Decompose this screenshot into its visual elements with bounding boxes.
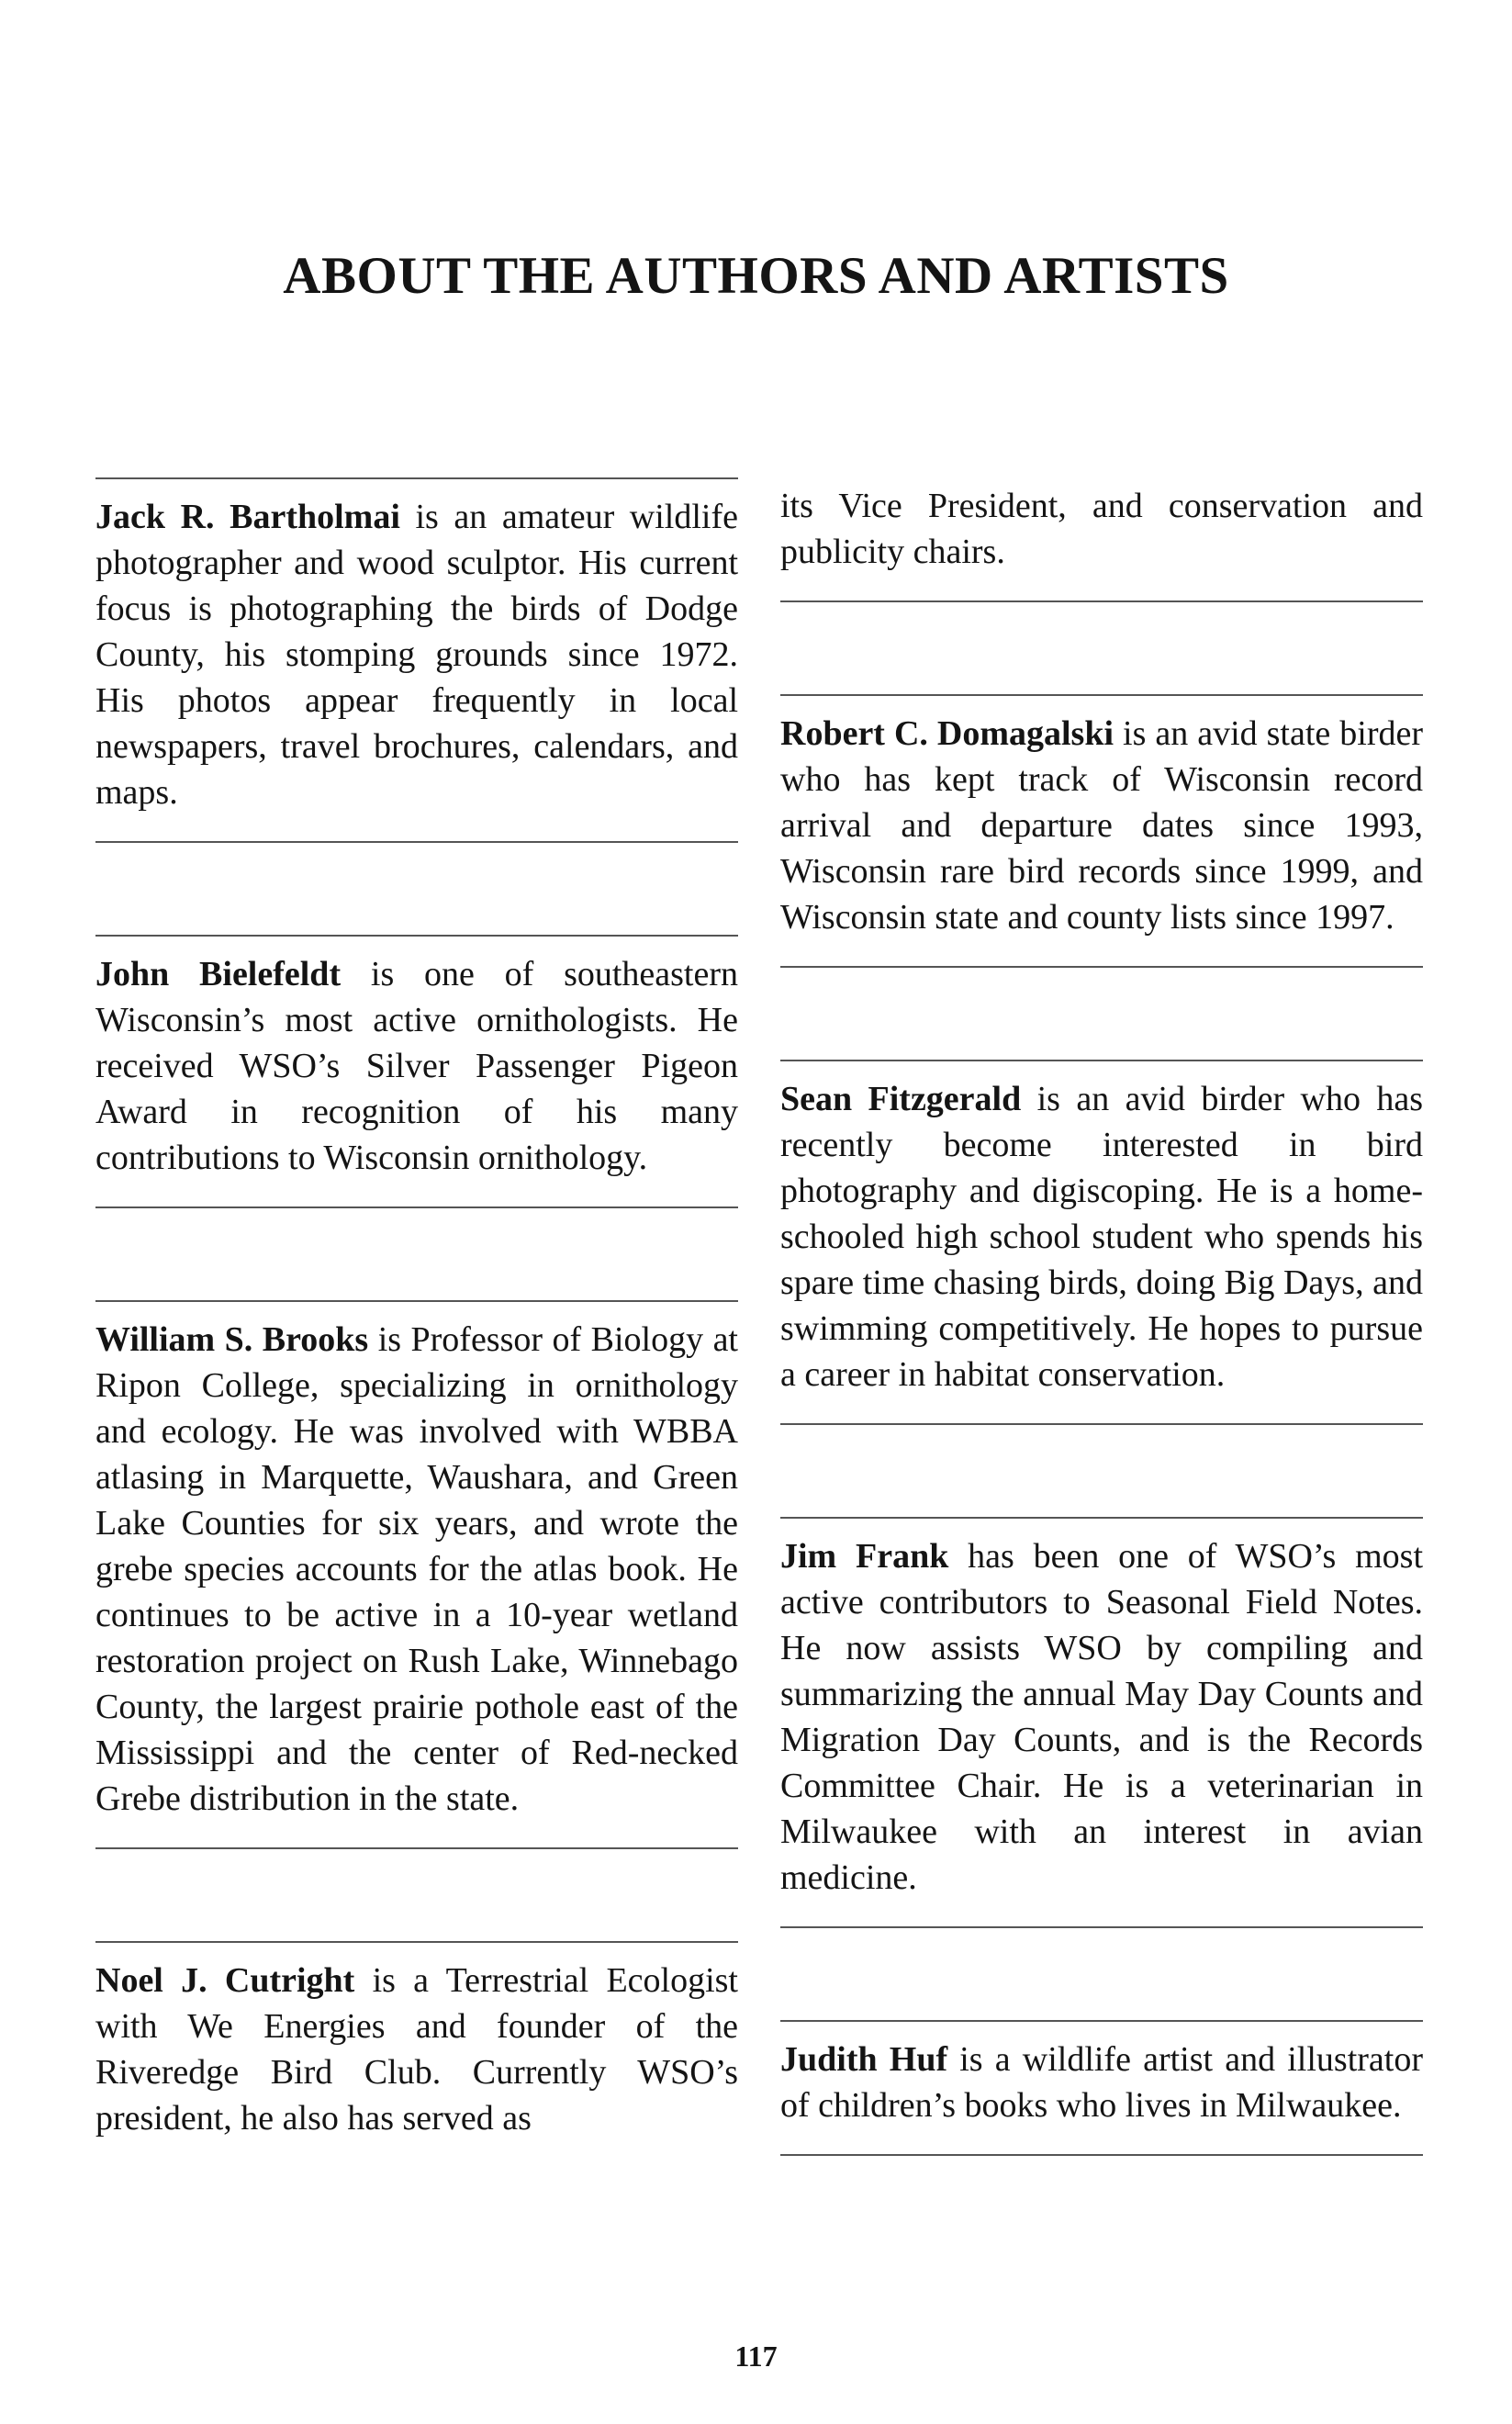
bio-cutright [95,1958,738,2141]
divider [780,2154,1423,2156]
bio-continuation: its Vice President, and conservation and publicity chairs. [780,487,1423,571]
right-column [780,483,1423,2156]
bio-domagalski [780,711,1423,940]
bio-brooks [95,1317,738,1822]
author-name: Sean Fitzgerald [780,1080,1022,1118]
divider [780,1060,1423,1061]
bio-text: has been one of WSO’s most active contributors to Seasonal Field Notes. He now assists WSO by compiling and summarizing the annual May Day Counts and Migration Day Counts, and is the Records Committee Chair. He is a veterinarian in Milwaukee with an interest in avian medicine. [780,1537,1423,1897]
author-name: Jack R. Bartholmai [95,498,400,536]
bio-frank [780,1533,1423,1901]
bio-text: is a wildlife artist and illustrator of children’s books who lives in Milwaukee. [780,2040,1423,2125]
left-column [95,477,738,2141]
bio-bielefeldt [95,951,738,1181]
divider [780,694,1423,696]
author-name: John Bielefeldt [95,955,342,993]
divider [780,1517,1423,1519]
divider [95,1300,738,1302]
bio-text: is a Terrestrial Ecologist with We Energies and founder of the Riveredge Bird Club. Currently WSO’s president, he also has served as [95,1961,738,2138]
author-name: Robert C. Domagalski [780,714,1114,753]
bio-text: is Professor of Biology at Ripon College, specializing in ornithology and ecology. He was involved with WBBA atlasing in Marquette, Waushara, and Green Lake Counties for six years, and wrote the grebe species accounts for the atlas book. He continues to be active in a 10-year wetland restoration project on Rush Lake, Winnebago County, the largest prairie pothole east of the Mississippi and the center of Red-necked Grebe distribution in the state. [95,1320,738,1818]
author-name: Judith Huf [780,2040,948,2079]
bio-text: is an amateur wildlife photographer and wood sculptor. His current focus is photographing the birds of Dodge County, his stomping grounds since 1972. His photos appear frequently in local newspapers, travel brochures, calendars, and maps. [95,498,738,812]
bio-text: is an avid birder who has recently become interested in bird photography and digiscoping. He is a home-schooled high school student who spends his spare time chasing birds, doing Big Days, and swimming competitively. He hopes to pursue a career in habitat conservation. [780,1080,1423,1394]
bio-huf [780,2037,1423,2128]
author-name: Jim Frank [780,1537,949,1576]
divider [95,477,738,479]
divider [95,935,738,937]
bio-bartholmai [95,494,738,815]
bio-fitzgerald [780,1076,1423,1397]
page-title: ABOUT THE AUTHORS AND ARTISTS [283,247,1229,305]
divider [780,2020,1423,2022]
author-name: Noel J. Cutright [95,1961,355,2000]
bio-text: is one of southeastern Wisconsin’s most active ornithologists. He received WSO’s Silver Passenger Pigeon Award in recognition of his many contributions to Wisconsin ornithology. [95,955,739,1177]
page-number: 117 [734,2340,778,2373]
bio-text: is an avid state birder who has kept track of Wisconsin record arrival and departure dates since 1993, Wisconsin rare bird records since 1999, and Wisconsin state and county lists since 1997. [780,714,1423,937]
divider [95,1941,738,1943]
author-name: William S. Brooks [95,1320,369,1359]
